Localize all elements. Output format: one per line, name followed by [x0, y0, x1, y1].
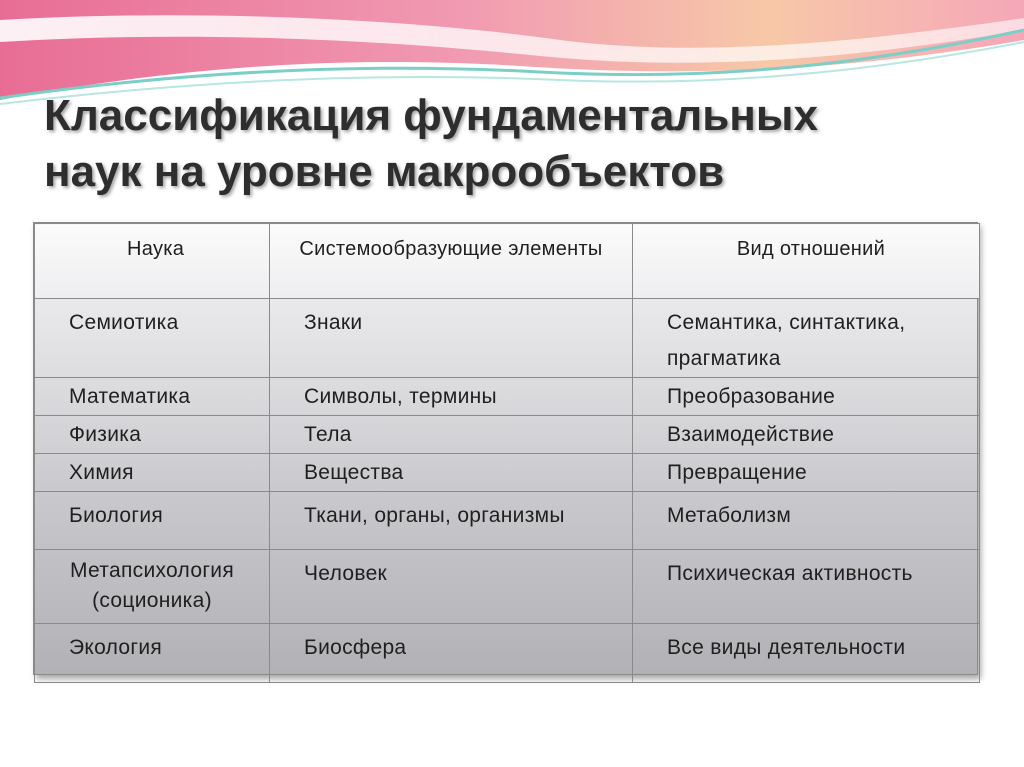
slide-title-line-2: наук на уровне макрообъектов — [44, 147, 725, 196]
cell-elements: Знаки — [270, 299, 633, 378]
header-science: Наука — [35, 224, 270, 299]
cell-elements: Символы, термины — [270, 378, 633, 416]
cell-relations: Все виды деятельности — [633, 624, 980, 683]
cell-science: Экология — [35, 624, 270, 683]
table-row — [35, 378, 980, 416]
cell-science: Математика — [35, 378, 270, 416]
cell-relations: Метаболизм — [633, 492, 980, 550]
cell-elements: Тела — [270, 416, 633, 454]
cell-relations: Семантика, синтактика, прагматика — [633, 299, 980, 378]
slide-title — [44, 88, 1004, 200]
cell-science: Семиотика — [35, 299, 270, 378]
cell-relations: Взаимодействие — [633, 416, 980, 454]
header-relations: Вид отношений — [633, 224, 980, 299]
header-elements: Системообразующие элементы — [270, 224, 633, 299]
cell-elements: Биосфера — [270, 624, 633, 683]
table-header-row — [35, 224, 980, 299]
slide-title-line-1: Классификация фундаментальных — [44, 91, 818, 140]
cell-science: Химия — [35, 454, 270, 492]
cell-science: Метапсихология (соционика) — [35, 550, 270, 624]
table-row — [35, 416, 980, 454]
table-row — [35, 624, 980, 683]
cell-elements: Ткани, органы, организмы — [270, 492, 633, 550]
cell-relations: Преобразование — [633, 378, 980, 416]
cell-elements: Вещества — [270, 454, 633, 492]
cell-elements: Человек — [270, 550, 633, 624]
table-row — [35, 550, 980, 624]
cell-science: Физика — [35, 416, 270, 454]
table-row — [35, 492, 980, 550]
cell-science: Биология — [35, 492, 270, 550]
cell-relations: Психическая активность — [633, 550, 980, 624]
cell-relations: Превращение — [633, 454, 980, 492]
table-row — [35, 299, 980, 378]
science-classification-table — [33, 222, 978, 675]
table-row — [35, 454, 980, 492]
